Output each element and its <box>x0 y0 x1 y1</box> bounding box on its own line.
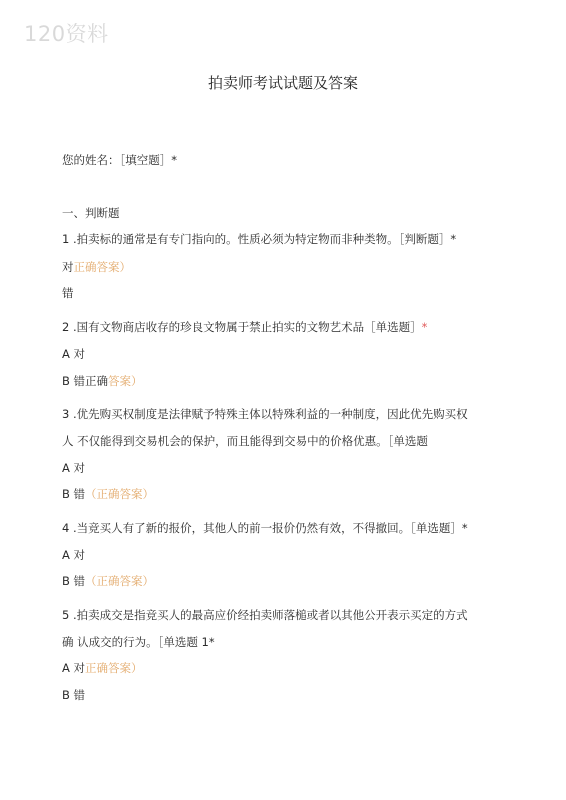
option-label: B 错 <box>62 574 86 588</box>
question-2-text <box>62 320 427 334</box>
correct-answer-tag: （正确答案） <box>85 487 155 501</box>
question-4-option-a[interactable]: A 对 <box>62 548 86 562</box>
question-4-text: 4 .当竞买人有了新的报价，其他人的前一报价仍然有效，不得撤回。［单选题］* <box>62 521 468 535</box>
question-2-option-a[interactable]: A 对 <box>62 347 86 361</box>
question-3-option-a[interactable]: A 对 <box>62 461 86 475</box>
question-1-option-a[interactable] <box>62 260 131 274</box>
correct-answer-tag: 正确答案） <box>85 661 143 675</box>
option-label: A 对 <box>62 661 86 675</box>
option-label: B 错 <box>62 487 86 501</box>
question-2-body: 2 .国有文物商店收存的珍良文物属于禁止拍实的文物艺术品［单选题］ <box>62 320 422 334</box>
question-1-option-b[interactable]: 错 <box>62 286 74 300</box>
required-star: * <box>421 320 428 334</box>
question-3-text-line-1: 3 .优先购买权制度是法律赋予特殊主体以特殊利益的一种制度，因此优先购买权 <box>62 407 468 421</box>
question-5-text-line-2: 确 认成交的行为。［单选题 1* <box>62 635 215 649</box>
option-label: 对 <box>62 260 74 274</box>
question-5-option-a[interactable] <box>62 661 143 675</box>
document-title: 拍卖师考试试题及答案 <box>207 74 358 92</box>
question-1-text: 1 .拍卖标的通常是有专门指向的。性质必须为特定物而非种类物。［判断题］* <box>62 232 457 246</box>
question-3-option-b[interactable] <box>62 487 154 501</box>
section-heading: 一、判断题 <box>62 206 120 220</box>
question-4-option-b[interactable] <box>62 574 154 588</box>
name-field-label: 您的姓名：［填空题］* <box>62 153 177 167</box>
correct-answer-tag: 答案） <box>108 374 143 388</box>
correct-answer-tag: 正确答案） <box>73 260 131 274</box>
question-2-option-b[interactable] <box>62 374 143 388</box>
correct-answer-tag: （正确答案） <box>85 574 155 588</box>
question-5-text-line-1: 5 .拍卖成交是指竞买人的最高应价经拍卖师落槌或者以其他公开表示买定的方式 <box>62 608 468 622</box>
question-5-option-b[interactable]: B 错 <box>62 688 86 702</box>
option-label: B 错正确 <box>62 374 109 388</box>
watermark-logo: 120资料 <box>24 22 109 46</box>
question-3-text-line-2: 人 不仅能得到交易机会的保护，而且能得到交易中的价格优惠。［单选题 <box>62 434 428 448</box>
